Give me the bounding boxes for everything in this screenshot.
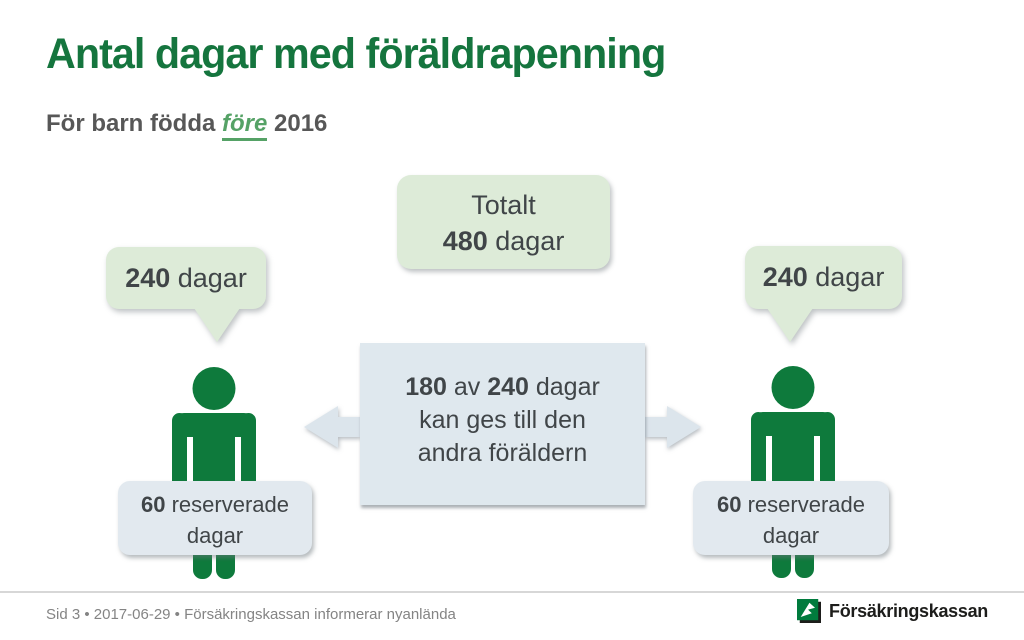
total-value-line (397, 224, 610, 260)
subtitle-suffix: 2016 (267, 110, 328, 137)
reserved-days-box-right (693, 481, 889, 555)
transfer-line-2: kan ges till den (419, 406, 586, 434)
transfer-line-3: andra föräldern (417, 439, 588, 467)
left-days-value: 240 (125, 263, 171, 293)
forsakringskassan-flag-emblem-icon (797, 599, 821, 623)
reserved-left-line-2: dagar (186, 522, 244, 548)
total-value: 480 (442, 225, 488, 256)
transfer-text-av: av (446, 373, 488, 401)
arrow-left-icon (302, 400, 362, 455)
reserved-left-line-1 (118, 490, 312, 521)
total-days-box (397, 175, 610, 269)
footer-text: Sid 3 • 2017-06-29 • Försäkringskassan informerar nyanlända (46, 606, 456, 623)
transfer-text-dagar: dagar (528, 373, 600, 401)
logo-text: Försäkringskassan (829, 600, 988, 621)
page-title: Antal dagar med föräldrapenning (46, 30, 666, 78)
reserved-days-box-left (118, 481, 312, 555)
subtitle (46, 110, 327, 138)
total-unit: dagar (487, 225, 565, 256)
subtitle-prefix: För barn födda (46, 110, 222, 137)
subtitle-highlight: före (222, 110, 267, 141)
total-label: Totalt (471, 190, 536, 220)
reserved-right-text: reserverade (741, 492, 865, 517)
right-days-bubble (745, 246, 902, 309)
transfer-value-240: 240 (487, 373, 529, 401)
left-days-unit: dagar (170, 263, 247, 293)
reserved-left-text: reserverade (165, 492, 289, 517)
right-days-unit: dagar (807, 262, 885, 292)
forsakringskassan-logo (797, 599, 988, 623)
reserved-right-line-2: dagar (762, 522, 820, 548)
reserved-right-value: 60 (717, 492, 742, 517)
transfer-info-box (360, 343, 645, 505)
arrow-right-icon (643, 400, 703, 455)
reserved-left-value: 60 (141, 492, 166, 517)
right-days-value: 240 (762, 262, 808, 292)
reserved-right-line-1 (693, 490, 889, 521)
transfer-line-1 (360, 371, 645, 404)
footer-divider (0, 591, 1024, 593)
transfer-value-180: 180 (405, 373, 447, 401)
left-days-bubble (106, 247, 266, 309)
